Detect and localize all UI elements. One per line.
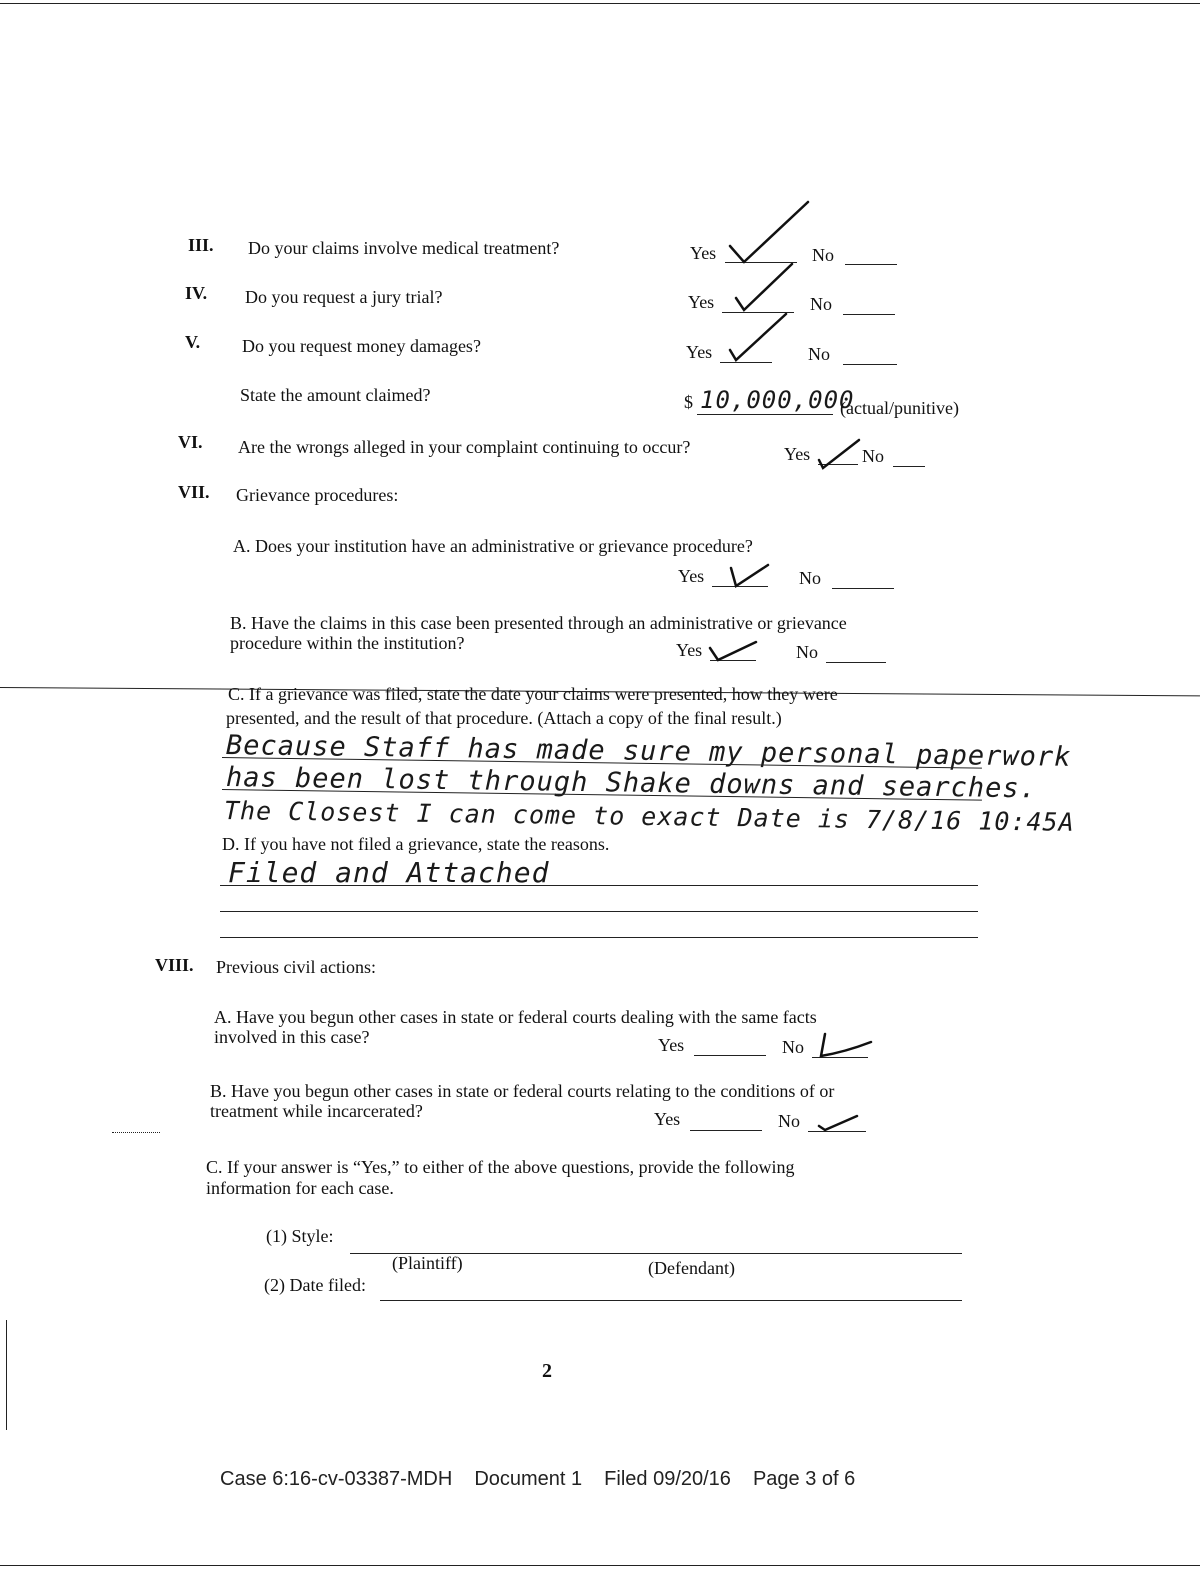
scan-dotted-mark [112,1132,160,1133]
section-7d-answer-rule3 [220,937,978,938]
dollar-sign: $ [684,392,693,412]
plaintiff-label: (Plaintiff) [392,1253,463,1273]
section-8c-question-line2: information for each case. [206,1178,394,1198]
checkmark-section-5-yes-icon [724,308,794,364]
section-7-number: VII. [178,482,210,502]
section-8b-yes-blank[interactable] [690,1130,762,1131]
section-8a-question-line1: A. Have you begun other cases in state or federal courts dealing with the same facts [214,1007,817,1027]
section-8a-no-label: No [782,1037,804,1057]
section-6-number: VI. [178,432,203,452]
section-7d-answer-rule2 [220,911,978,912]
checkmark-section-7a-yes-icon [728,562,770,590]
amount-suffix: (actual/punitive) [840,398,959,418]
section-4-no-blank[interactable] [843,314,895,315]
date-filed-label: (2) Date filed: [264,1275,366,1295]
section-7c-answer-line2: has been lost through Shake downs and searches. [225,762,1038,805]
page-number: 2 [542,1360,552,1382]
section-6-no-blank[interactable] [893,466,925,467]
section-7b-no-label: No [796,642,818,662]
section-8-number: VIII. [155,955,194,975]
section-8b-yes-label: Yes [654,1109,681,1129]
section-7b-no-blank[interactable] [826,662,886,663]
section-7a-yes-label: Yes [678,566,705,586]
checkmark-section-8a-no-icon [815,1030,873,1060]
section-7b-question-line1: B. Have the claims in this case been presented through an administrative or grievance [230,613,847,633]
footer-document: Document 1 [474,1468,583,1490]
section-7b-yes-label: Yes [676,640,703,660]
amount-claimed-handwritten: 10,000,000 [700,386,855,414]
section-7a-no-label: No [799,568,821,588]
defendant-label: (Defendant) [648,1258,735,1278]
section-8b-question-line2: treatment while incarcerated? [210,1101,423,1121]
section-7b-question-line2: procedure within the institution? [230,633,465,653]
section-5-question: Do you request money damages? [242,336,481,356]
section-7c-question-line1: C. If a grievance was filed, state the date your claims were presented, how they were [228,684,838,704]
section-7c-question-line2: presented, and the result of that procedure. (Attach a copy of the final result.) [226,708,782,728]
section-7d-question: D. If you have not filed a grievance, state the reasons. [222,834,610,854]
section-7d-answer-rule1 [220,885,978,886]
amount-blank[interactable] [697,414,833,415]
section-7c-answer-line3: The Closest I can come to exact Date is 7/8/16 10:45A [223,796,1075,837]
section-5-yes-label: Yes [686,342,713,362]
section-5-no-label: No [808,344,830,364]
footer-case: Case 6:16-cv-03387-MDH [220,1468,453,1490]
date-filed-blank[interactable] [380,1300,962,1301]
section-8b-no-label: No [778,1111,800,1131]
section-3-no-label: No [812,245,834,265]
checkmark-section-7b-yes-icon [706,638,758,664]
scan-left-edge [6,1320,7,1430]
section-3-yes-label: Yes [690,243,717,263]
section-7c-answer-line1: Because Staff has made sure my personal paperwork [225,730,1072,773]
section-4-yes-label: Yes [688,292,715,312]
section-7-title: Grievance procedures: [236,485,399,505]
checkmark-section-3-yes-icon [722,198,817,266]
section-6-yes-label: Yes [784,444,811,464]
scan-top-edge [0,3,1200,4]
checkmark-section-6-yes-icon [815,436,863,470]
checkmark-section-4-yes-icon [730,258,800,314]
section-8a-question-line2: involved in this case? [214,1027,370,1047]
section-8c-question-line1: C. If your answer is “Yes,” to either of the above questions, provide the following [206,1157,795,1177]
section-3-question: Do your claims involve medical treatment? [248,238,560,258]
footer-filed: Filed 09/20/16 [604,1468,731,1490]
case-footer [220,1468,877,1491]
section-8a-yes-blank[interactable] [694,1055,766,1056]
section-8-title: Previous civil actions: [216,957,376,977]
checkmark-section-8b-no-icon [815,1110,861,1134]
section-5-no-blank[interactable] [843,364,897,365]
section-8a-yes-label: Yes [658,1035,685,1055]
section-3-no-blank[interactable] [845,264,897,265]
section-3-number: III. [188,235,214,255]
section-7d-answer: Filed and Attached [228,856,550,889]
section-4-question: Do you request a jury trial? [245,287,443,307]
section-4-number: IV. [185,283,208,303]
section-7a-question: A. Does your institution have an administrative or grievance procedure? [233,536,753,556]
section-8b-question-line1: B. Have you begun other cases in state or federal courts relating to the conditions of or [210,1081,835,1101]
amount-question: State the amount claimed? [240,385,431,405]
section-7a-no-blank[interactable] [832,588,894,589]
section-4-no-label: No [810,294,832,314]
scan-bottom-edge [0,1565,1200,1566]
style-label: (1) Style: [266,1226,334,1246]
section-6-question: Are the wrongs alleged in your complaint continuing to occur? [238,437,691,457]
footer-page: Page 3 of 6 [752,1468,856,1490]
section-5-number: V. [185,332,201,352]
section-6-no-label: No [862,446,884,466]
